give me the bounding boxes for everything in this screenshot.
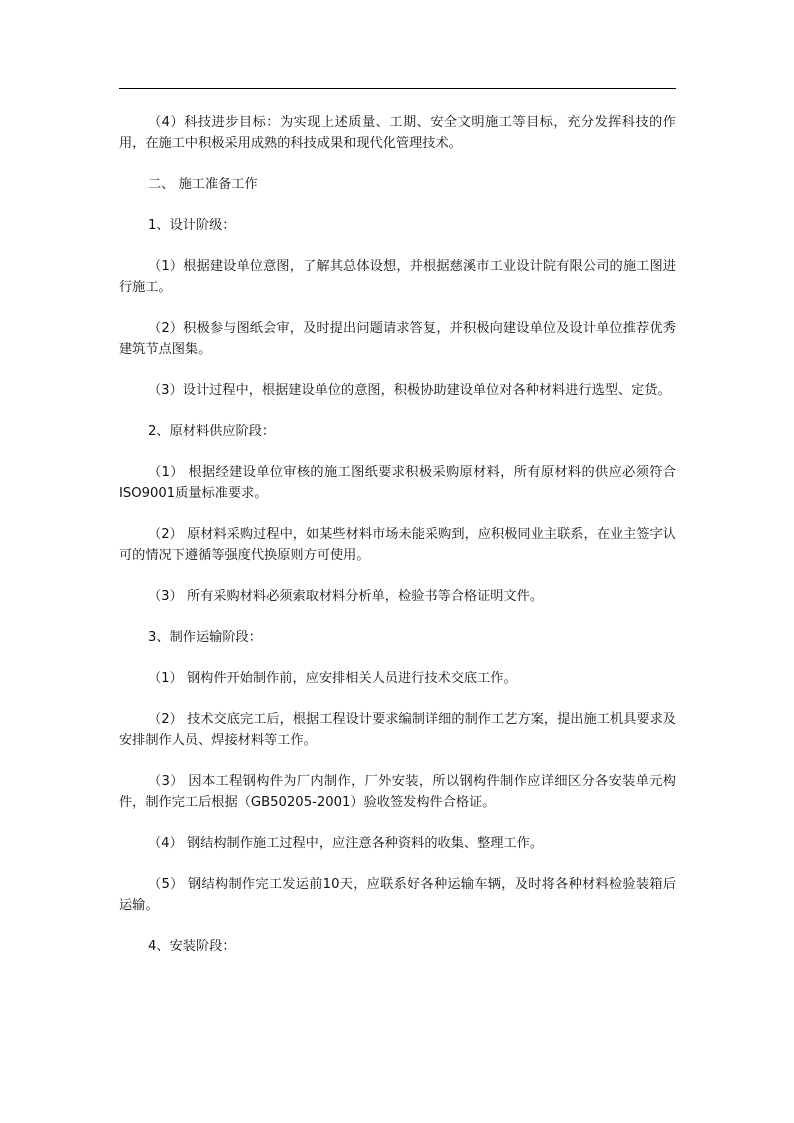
subheading-design-stage: 1、设计阶级： bbox=[148, 218, 236, 233]
paragraph-fabrication-4: （4） 钢结构制作施工过程中，应注意各种资料的收集、整理工作。 bbox=[148, 836, 544, 851]
section-heading-construction-preparation: 二、 施工准备工作 bbox=[148, 177, 258, 192]
paragraph-design-2: （2）积极参与图纸会审，及时提出问题请求答复，并积极向建设单位及设计单位推荐优秀建筑节点图集。 bbox=[119, 321, 676, 357]
document-body bbox=[119, 112, 676, 977]
paragraph-fabrication-2: （2） 技术交底完工后，根据工程设计要求编制详细的制作工艺方案，提出施工机具要求及安排制作人员、焊接材料等工作。 bbox=[119, 712, 676, 748]
paragraph-material-2: （2） 原材料采购过程中，如某些材料市场未能采购到，应积极同业主联系，在业主签字认可的情况下遵循等强度代换原则方可使用。 bbox=[119, 527, 676, 563]
paragraph-fabrication-3: （3） 因本工程钢构件为厂内制作，厂外安装，所以钢构件制作应详细区分各安装单元构件，制作完工后根据（GB50205-2001）验收签发构件合格证。 bbox=[119, 774, 676, 810]
paragraph-tech-progress-goal: （4）科技进步目标：为实现上述质量、工期、安全文明施工等目标，充分发挥科技的作用，在施工中积极采用成熟的科技成果和现代化管理技术。 bbox=[119, 115, 676, 151]
header-rule bbox=[119, 88, 676, 89]
subheading-fabrication-transport-stage: 3、制作运输阶段： bbox=[148, 630, 262, 645]
paragraph-material-3: （3） 所有采购材料必须索取材料分析单，检验书等合格证明文件。 bbox=[148, 589, 544, 604]
subheading-installation-stage: 4、安装阶段： bbox=[148, 939, 236, 954]
paragraph-design-1: （1）根据建设单位意图，了解其总体设想，并根据慈溪市工业设计院有限公司的施工图进行施工。 bbox=[119, 259, 676, 295]
paragraph-fabrication-5: （5） 钢结构制作完工发运前10天，应联系好各种运输车辆，及时将各种材料检验装箱后运输。 bbox=[119, 877, 676, 913]
paragraph-fabrication-1: （1） 钢构件开始制作前，应安排相关人员进行技术交底工作。 bbox=[148, 671, 517, 686]
subheading-material-supply-stage: 2、原材料供应阶段： bbox=[148, 424, 276, 439]
paragraph-design-3: （3）设计过程中，根据建设单位的意图，积极协助建设单位对各种材料进行选型、定货。 bbox=[148, 383, 671, 398]
paragraph-material-1: （1） 根据经建设单位审核的施工图纸要求积极采购原材料，所有原材料的供应必须符合ISO9001质量标准要求。 bbox=[119, 465, 676, 501]
